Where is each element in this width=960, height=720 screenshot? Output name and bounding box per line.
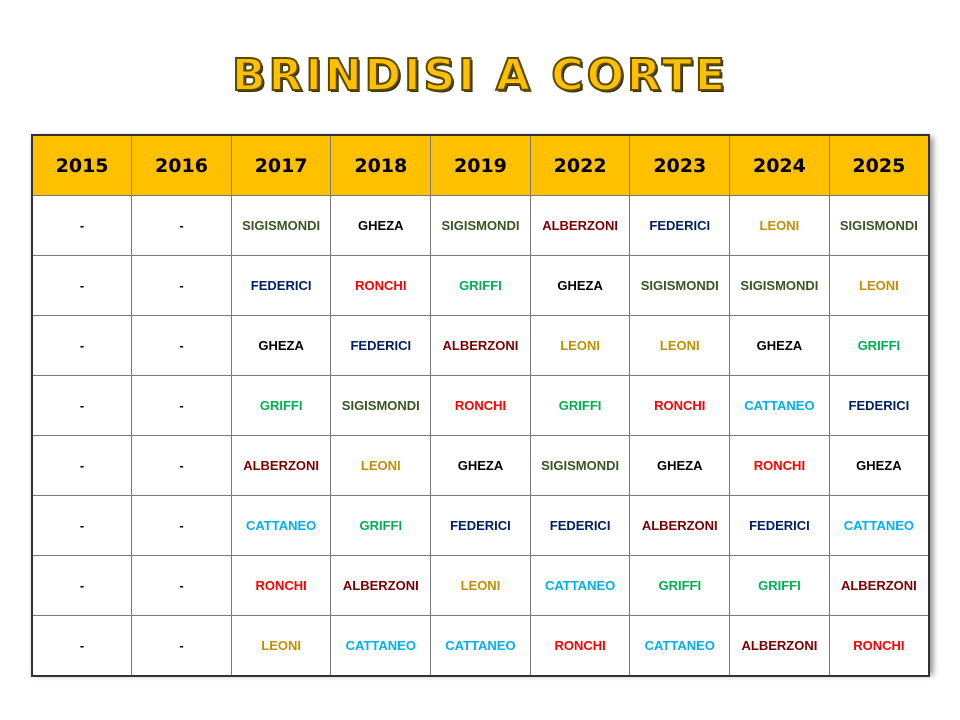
table-cell: - <box>32 436 132 496</box>
table-cell: RONCHI <box>829 616 929 677</box>
table-cell: SIGISMONDI <box>331 376 431 436</box>
table-row <box>32 196 929 256</box>
column-header: 2015 <box>32 135 132 196</box>
table-cell: - <box>132 496 232 556</box>
column-header: 2019 <box>431 135 531 196</box>
table-cell: GRIFFI <box>630 556 730 616</box>
table-cell: FEDERICI <box>829 376 929 436</box>
table-cell: ALBERZONI <box>431 316 531 376</box>
table-cell: GHEZA <box>331 196 431 256</box>
table-cell: CATTANEO <box>829 496 929 556</box>
table-cell: RONCHI <box>231 556 331 616</box>
table-cell: GHEZA <box>530 256 630 316</box>
table-cell: CATTANEO <box>231 496 331 556</box>
table-row <box>32 376 929 436</box>
table-row <box>32 496 929 556</box>
table-cell: SIGISMONDI <box>630 256 730 316</box>
table-body <box>32 196 929 677</box>
table-cell: GRIFFI <box>730 556 830 616</box>
table-cell: ALBERZONI <box>730 616 830 677</box>
table-cell: CATTANEO <box>331 616 431 677</box>
table-cell: - <box>132 316 232 376</box>
table-cell: - <box>32 496 132 556</box>
table-cell: - <box>132 556 232 616</box>
table-row <box>32 616 929 677</box>
table-cell: RONCHI <box>530 616 630 677</box>
table-cell: LEONI <box>530 316 630 376</box>
table-cell: LEONI <box>331 436 431 496</box>
rankings-table <box>31 134 930 677</box>
column-header: 2022 <box>530 135 630 196</box>
table-cell: - <box>132 436 232 496</box>
table-cell: SIGISMONDI <box>231 196 331 256</box>
table-cell: LEONI <box>231 616 331 677</box>
table-cell: GHEZA <box>630 436 730 496</box>
table-cell: FEDERICI <box>630 196 730 256</box>
table-cell: - <box>32 256 132 316</box>
table-cell: - <box>32 556 132 616</box>
table-cell: FEDERICI <box>331 316 431 376</box>
table-row <box>32 316 929 376</box>
table-cell: GRIFFI <box>829 316 929 376</box>
table-cell: FEDERICI <box>231 256 331 316</box>
table-cell: RONCHI <box>730 436 830 496</box>
table-row <box>32 556 929 616</box>
table-cell: GRIFFI <box>530 376 630 436</box>
table-cell: ALBERZONI <box>331 556 431 616</box>
table-cell: - <box>32 616 132 677</box>
table-cell: LEONI <box>630 316 730 376</box>
table-cell: FEDERICI <box>530 496 630 556</box>
table-row <box>32 436 929 496</box>
table-cell: CATTANEO <box>630 616 730 677</box>
table-cell: RONCHI <box>331 256 431 316</box>
page-title: BRINDISI A CORTE <box>232 50 728 101</box>
table-cell: LEONI <box>829 256 929 316</box>
table-cell: SIGISMONDI <box>730 256 830 316</box>
table-cell: - <box>132 196 232 256</box>
table-cell: - <box>132 256 232 316</box>
table-cell: CATTANEO <box>530 556 630 616</box>
table-cell: RONCHI <box>630 376 730 436</box>
table-cell: ALBERZONI <box>231 436 331 496</box>
table-cell: - <box>32 376 132 436</box>
table-cell: RONCHI <box>431 376 531 436</box>
table-cell: FEDERICI <box>431 496 531 556</box>
table-cell: GHEZA <box>829 436 929 496</box>
table-cell: ALBERZONI <box>630 496 730 556</box>
rankings-table-container <box>31 134 930 672</box>
table-row <box>32 256 929 316</box>
column-header: 2017 <box>231 135 331 196</box>
table-cell: - <box>132 616 232 677</box>
table-cell: ALBERZONI <box>530 196 630 256</box>
table-cell: LEONI <box>431 556 531 616</box>
table-cell: GRIFFI <box>231 376 331 436</box>
column-header: 2024 <box>730 135 830 196</box>
table-cell: GRIFFI <box>431 256 531 316</box>
table-cell: SIGISMONDI <box>829 196 929 256</box>
table-cell: GRIFFI <box>331 496 431 556</box>
column-header: 2018 <box>331 135 431 196</box>
table-cell: - <box>32 196 132 256</box>
table-cell: FEDERICI <box>730 496 830 556</box>
column-header: 2023 <box>630 135 730 196</box>
table-cell: LEONI <box>730 196 830 256</box>
table-cell: GHEZA <box>431 436 531 496</box>
table-cell: - <box>132 376 232 436</box>
table-cell: CATTANEO <box>730 376 830 436</box>
table-cell: SIGISMONDI <box>431 196 531 256</box>
header-row <box>32 135 929 196</box>
table-cell: - <box>32 316 132 376</box>
column-header: 2025 <box>829 135 929 196</box>
table-cell: CATTANEO <box>431 616 531 677</box>
table-cell: ALBERZONI <box>829 556 929 616</box>
table-cell: SIGISMONDI <box>530 436 630 496</box>
column-header: 2016 <box>132 135 232 196</box>
table-cell: GHEZA <box>231 316 331 376</box>
table-cell: GHEZA <box>730 316 830 376</box>
